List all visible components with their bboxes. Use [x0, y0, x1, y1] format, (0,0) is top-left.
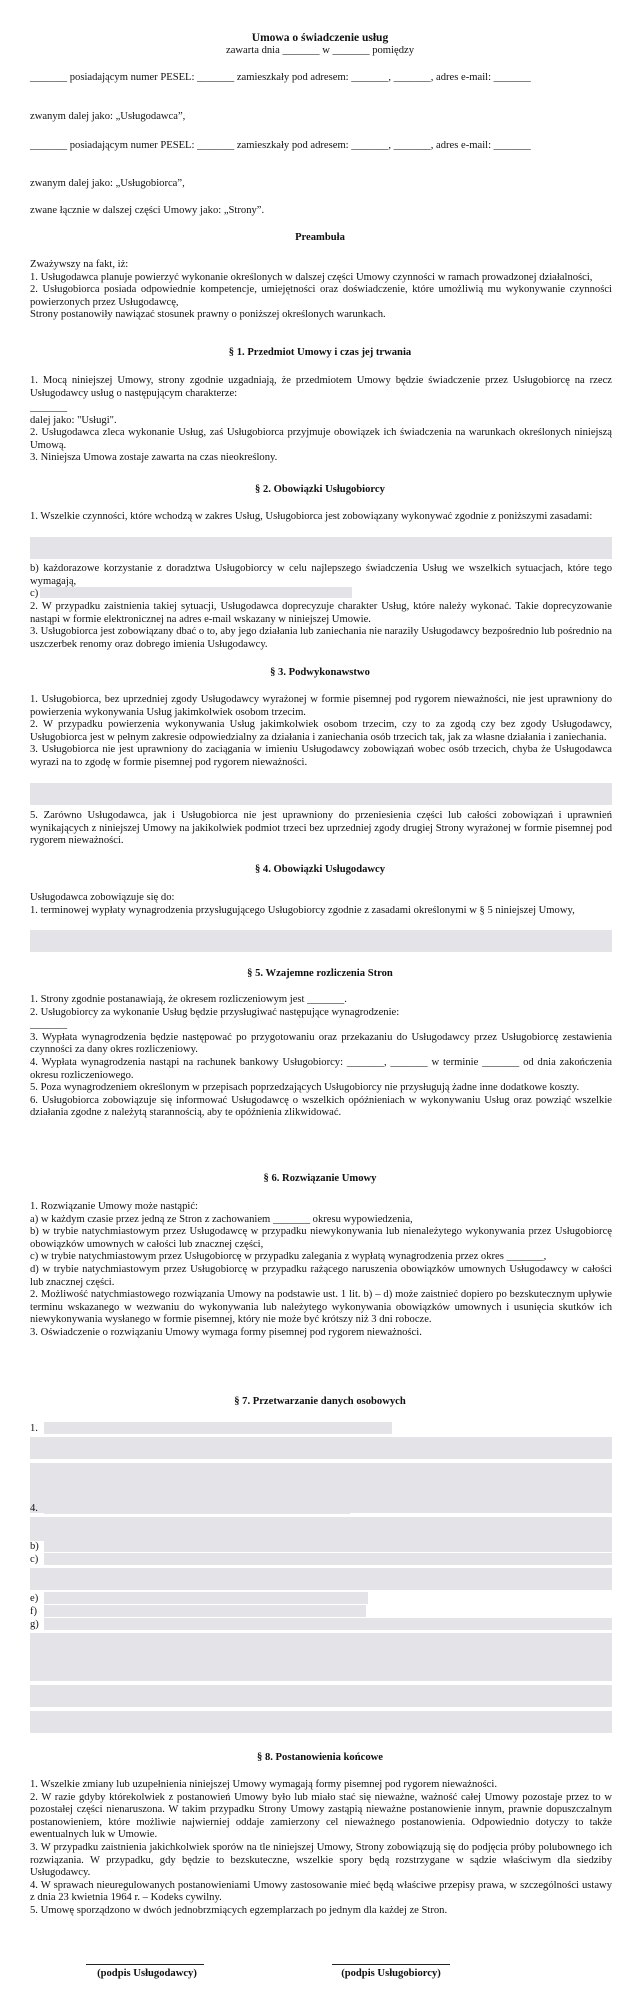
- section-7-heading: § 7. Przetwarzanie danych osobowych: [234, 1396, 406, 1407]
- section-2-para-3: 2. W przypadku zaistnienia takiej sytuacji, Usługodawca doprecyzuje charakter Usług, które należy wykonać. Takie doprecyzowanie nastąpi w formie elektronicznej na adres e-mail wskazany w niniejszej Umowie. 3. Usługobiorca jest zobowiązany dbać o to, aby jego działania lub zaniechania nie naraziły Usługodawcy bezpośrednio lub pośrednio na uszczerbek renomy oraz dobrego imienia Usługodawcy.: [30, 601, 612, 650]
- section-8-para-1: 1. Wszelkie zmiany lub uzupełnienia niniejszej Umowy wymagają formy pisemnej pod rygorem nieważności. 2. W razie gdyby którekolwiek z postanowień Umowy było lub miało stać się nieważne, ważność całej Umowy pozostaje przez to w pozostałej części nienaruszona. W takim przypadku Strony Umowy zastąpią nieważne postanowienie innym, prawnie dopuszczalnym postanowieniem, które możliwie najwierniej oddaje zamierzony cel nieważnego postanowienia. Odpowiednio dotyczy to także ewentualnych luk w Umowie. 3. W przypadku zaistnienia jakichkolwiek sporów na tle niniejszej Umowy, Strony zobowiązują się do podjęcia próby polubownego ich rozwiązania. W przypadku, gdy będzie to bezskuteczne, wszelkie spory będą rozstrzygane w sądzie właściwym dla siedziby Usługodawcy. 4. W sprawach nieuregulowanych postanowieniami Umowy zastosowanie mieć będą właściwe przepisy prawa, w szczególności ustawy z dnia 23 kwietnia 1964 r. – Kodeks cywilny. 5. Umowę sporządzono w dwóch jednobrzmiących egzemplarzach po jednym dla każdej ze Stron.: [30, 1779, 612, 1916]
- redacted-block: [44, 1618, 612, 1630]
- redacted-block: [30, 1711, 612, 1733]
- signature-line-left: [86, 1964, 204, 1965]
- redacted-block: [44, 1502, 350, 1514]
- section-2-para-1: 1. Wszelkie czynności, które wchodzą w zakres Usług, Usługobiorca jest zobowiązany wykonywać zgodnie z poniższymi zasadami:: [30, 511, 593, 522]
- section-5-heading: § 5. Wzajemne rozliczenia Stron: [247, 968, 393, 979]
- redacted-block: [44, 1422, 392, 1434]
- section-1-heading: § 1. Przedmiot Umowy i czas jej trwania: [228, 347, 412, 358]
- section-7-item-e: e): [30, 1593, 39, 1604]
- section-6-para-1: 1. Rozwiązanie Umowy może nastąpić: a) w każdym czasie przez jedną ze Stron z zachowaniem _______ okresu wypowiedzenia, b) w trybie natychmiastowym przez Usługodawcę w przypadku niewykonywania lub nienależytego wykonywania przez Usługobiorcę obowiązków umownych w całości lub znacznej części, c) w trybie natychmiastowym przez Usługobiorcę w przypadku zalegania z wypłatą wynagrodzenia przez okres _______, d) w trybie natychmiastowym przez Usługobiorcę w przypadku rażącego naruszenia obowiązków umownych Usługodawcy w całości lub znacznej części. 2. Możliwość natychmiastowego rozwiązania Umowy na podstawie ust. 1 lit. b) – d) może zaistnieć dopiero po bezskutecznym upływie terminu wskazanego w wezwaniu do wykonywania lub należytego wykonywania obowiązków umownych i usunięcia skutków ich niewykonywania wysłanego w formie pisemnej, który nie może być krótszy niż 3 dni robocze. 3. Oświadczenie o rozwiązaniu Umowy wymaga formy pisemnej pod rygorem nieważności.: [30, 1201, 612, 1338]
- section-1-para-1: 1. Mocą niniejszej Umowy, strony zgodnie uzgadniają, że przedmiotem Umowy będzie świadczenie przez Usługobiorcę na rzecz Usługodawcy usług o następującym charakterze:: [30, 375, 615, 399]
- section-7-item-f: f): [30, 1606, 38, 1617]
- redacted-block: [30, 537, 612, 559]
- signature-label-right: (podpis Usługobiorcy): [341, 1968, 441, 1979]
- redacted-block: [30, 930, 612, 952]
- party-2-named: zwanym dalej jako: „Usługobiorca”,: [30, 178, 185, 189]
- signature-line-right: [332, 1964, 450, 1965]
- document-title: Umowa o świadczenie usług: [251, 32, 389, 44]
- redacted-block: [44, 1553, 612, 1565]
- preamble-heading: Preambuła: [295, 232, 345, 243]
- section-3-heading: § 3. Podwykonawstwo: [270, 667, 370, 678]
- section-3-para-1: 1. Usługobiorca, bez uprzedniej zgody Usługodawcy wyrażonej w formie pisemnej pod rygorem nieważności, nie jest uprawniony do powierzenia wykonywania Usług jakimkolwiek osobom trzecim. 2. W przypadku powierzenia wykonywania Usług jakimkolwiek osobom trzecim, czy to za zgodą czy bez zgody Usługodawcy, Usługobiorca jest w pełnym zakresie odpowiedzialny za działania i zaniechania osób trzecich tak, jak za własne działania i zaniechania. 3. Usługobiorca nie jest uprawniony do zaciągania w imieniu Usługodawcy zobowiązań wobec osób trzecich, chyba że Usługodawca wyrazi na to zgodę w formie pisemnej pod rygorem nieważności.: [30, 694, 612, 768]
- document-subtitle: zawarta dnia _______ w _______ pomiędzy: [226, 45, 414, 56]
- redacted-block: [30, 1685, 612, 1707]
- section-7-item-g: g): [30, 1619, 39, 1630]
- redacted-block: [30, 1568, 612, 1590]
- signature-label-left: (podpis Usługodawcy): [97, 1968, 197, 1979]
- redacted-block: [44, 1540, 612, 1552]
- parties-together: zwane łącznie w dalszej części Umowy jako: „Strony”.: [30, 205, 265, 216]
- section-8-heading: § 8. Postanowienia końcowe: [257, 1752, 383, 1763]
- redacted-block: [30, 1633, 612, 1681]
- redacted-block: [44, 1605, 366, 1617]
- section-7-item-c: c): [30, 1554, 39, 1565]
- section-1-para-2: _______ dalej jako: "Usługi". 2. Usługodawca zleca wykonanie Usług, zaś Usługobiorca przyjmuje obowiązek ich świadczenia na warunkach określonych niniejszą Umową. 3. Niniejsza Umowa zostaje zawarta na czas nieokreślony.: [30, 402, 612, 464]
- section-2-heading: § 2. Obowiązki Usługobiorcy: [255, 484, 385, 495]
- section-6-heading: § 6. Rozwiązanie Umowy: [263, 1173, 377, 1184]
- section-7-item-1: 1.: [30, 1423, 38, 1434]
- redacted-block: [30, 1517, 612, 1541]
- preamble-text: Zważywszy na fakt, iż: 1. Usługodawca planuje powierzyć wykonanie określonych w dalszej części Umowy czynności w ramach prowadzonej działalności, 2. Usługobiorca posiada odpowiednie kompetencje, umiejętności oraz doświadczenie, które umożliwią mu wykonywanie czynności powierzonych przez Usługodawcę, Strony postanowiły nawiązać stosunek prawny o poniższej określonych warunkach.: [30, 259, 612, 321]
- party-2-details: _______ posiadającym numer PESEL: _______ zamieszkały pod adresem: _______, _______, adres e-mail: _______: [30, 140, 531, 151]
- section-5-para-1: 1. Strony zgodnie postanawiają, że okresem rozliczeniowym jest _______. 2. Usługobiorcy za wykonanie Usług będzie przysługiwać następujące wynagrodzenie: _______ 3. Wypłata wynagrodzenia będzie następować po przygotowaniu oraz przekazaniu do Usługodawcy przez Usługobiorcę zestawienia czynności za dany okres rozliczeniowy. 4. Wypłata wynagrodzenia nastąpi na rachunek bankowy Usługobiorcy: _______, _______ w terminie _______ od dnia zakończenia okresu rozliczeniowego. 5. Poza wynagrodzeniem określonym w przepisach poprzedzających Usługobiorcy nie przysługują żadne inne dodatkowe koszty. 6. Usługobiorca zobowiązuje się informować Usługodawcę o wszelkich opóźnieniach w wykonywaniu Usług oraz powziąć wszelkie działania zgodne z należytą starannością, aby te opóźnienia zlikwidować.: [30, 994, 612, 1119]
- redacted-block: [40, 587, 352, 598]
- section-2-para-2: b) każdorazowe korzystanie z doradztwa Usługobiorcy w celu najlepszego świadczenia Usług we wszelkich sytuacjach, które tego wymagają, c): [30, 563, 612, 600]
- section-4-para-1: Usługodawca zobowiązuje się do: 1. terminowej wypłaty wynagrodzenia przysługującego Usługobiorcy zgodnie z zasadami określonymi w § 5 niniejszej Umowy,: [30, 892, 575, 916]
- redacted-block: [30, 783, 612, 805]
- section-4-heading: § 4. Obowiązki Usługodawcy: [254, 864, 386, 875]
- party-1-named: zwanym dalej jako: „Usługodawca”,: [30, 111, 186, 122]
- section-7-item-4: 4.: [30, 1503, 38, 1514]
- redacted-block: [30, 1437, 612, 1459]
- redacted-block: [44, 1592, 368, 1604]
- party-1-details: _______ posiadającym numer PESEL: _______ zamieszkały pod adresem: _______, _______, adres e-mail: _______: [30, 72, 531, 83]
- section-3-para-2: 5. Zarówno Usługodawca, jak i Usługobiorca nie jest uprawniony do przeniesienia części lub całości zobowiązań i uprawnień wynikających z niniejszej Umowy na jakikolwiek podmiot trzeci bez uprzedniej zgody drugiej Strony wyrażonej w formie pisemnej pod rygorem nieważności.: [30, 810, 615, 847]
- section-7-item-b: b): [30, 1541, 39, 1552]
